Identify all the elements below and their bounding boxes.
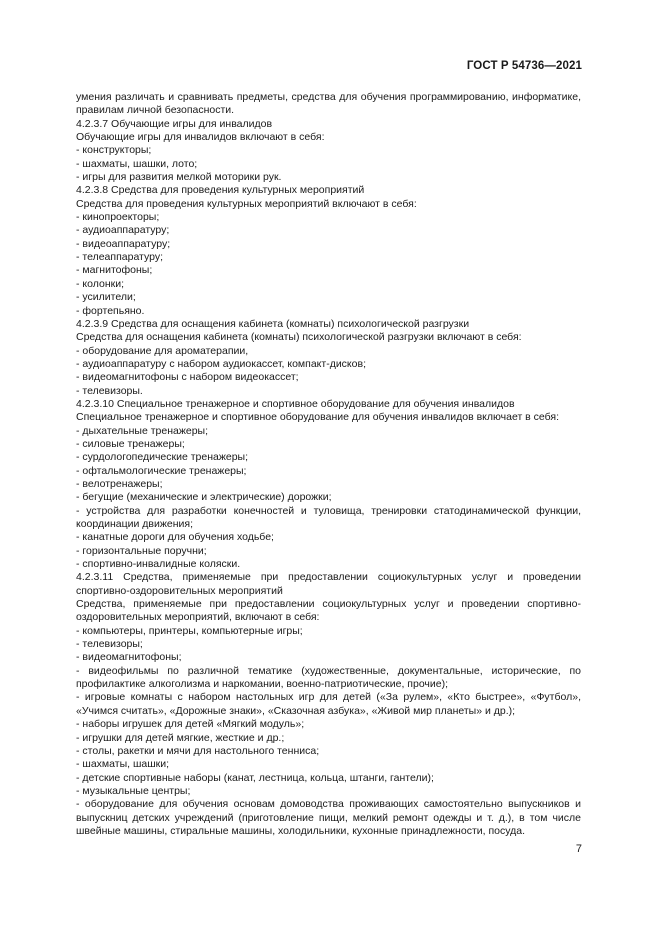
section-heading: 4.2.3.10 Специальное тренажерное и спортивное оборудование для обучения инвалидов	[76, 397, 515, 410]
list-item: - магнитофоны;	[76, 264, 153, 277]
section-intro-wrap: Средства, применяемые при предоставлении социокультурных услуг и проведении спортивно-оздоровительных мероприятий, включают в себя:	[76, 598, 581, 624]
list-item: - игры для развития мелкой моторики рук.	[76, 171, 282, 184]
list-item-wrap: - видеофильмы по различной тематике (художественные, документальные, исторические, по профилактике алкоголизма и наркомании, военно-патриотические, прочие);	[76, 664, 581, 691]
document-header: ГОСТ Р 54736—2021	[466, 60, 582, 72]
list-item: - столы, ракетки и мячи для настольного тенниса;	[76, 744, 320, 757]
list-item: - телевизоры;	[76, 638, 143, 651]
list-item: - игрушки для детей мягкие, жесткие и др.;	[76, 731, 285, 744]
list-item: - колонки;	[76, 277, 124, 290]
list-item: - канатные дороги для обучения ходьбе;	[76, 531, 274, 544]
list-item: - силовые тренажеры;	[76, 437, 185, 450]
list-item: - офтальмологические тренажеры;	[76, 464, 247, 477]
list-item: - дыхательные тренажеры;	[76, 424, 209, 437]
list-item: - шахматы, шашки;	[76, 758, 170, 771]
list-item: - детские спортивные наборы (канат, лестница, кольца, штанги, гантели);	[76, 771, 434, 784]
list-item-wrap: - игровые комнаты с набором настольных игр для детей («За рулем», «Кто быстрее», «Футбол», «Учимся считать», «Дорожные знаки», «Сказочная азбука», «Живой мир планеты» и др.);	[76, 691, 581, 717]
section-intro: Обучающие игры для инвалидов включают в себя:	[76, 131, 325, 144]
section-heading: 4.2.3.8 Средства для проведения культурных мероприятий	[76, 184, 365, 197]
list-item: - сурдологопедические тренажеры;	[76, 451, 249, 464]
page-number: 7	[575, 843, 582, 855]
section-heading: 4.2.3.7 Обучающие игры для инвалидов	[76, 117, 273, 130]
section-heading: 4.2.3.9 Средства для оснащения кабинета (комнаты) психологической разгрузки	[76, 317, 470, 330]
list-item-wrap: - оборудование для обучения основам домоводства проживающих самостоятельно выпускников и выпускниц детских учреждений (приготовление пищи, мелкий ремонт одежды и т. д.), в том числе швейные машины, стиральные машины, холодильники, кухонные принадлежности, посуда.	[76, 798, 581, 837]
list-item: - наборы игрушек для детей «Мягкий модуль»;	[76, 718, 305, 731]
section-intro: Средства для оснащения кабинета (комнаты) психологической разгрузки включают в себя:	[76, 331, 522, 344]
section-intro: Специальное тренажерное и спортивное оборудование для обучения инвалидов включает в себя:	[76, 411, 560, 424]
document-body	[76, 91, 581, 838]
list-item: - телеаппаратуру;	[76, 251, 164, 264]
section-intro: Средства для проведения культурных мероприятий включают в себя:	[76, 197, 417, 210]
list-item: - аудиоаппаратуру;	[76, 224, 170, 237]
list-item: - оборудование для ароматерапии,	[76, 344, 249, 357]
list-item: - видеомагнитофоны;	[76, 651, 182, 664]
paragraph: умения различать и сравнивать предметы, средства для обучения программированию, информатике, правилам личной безопасности.	[76, 91, 581, 117]
list-item: - бегущие (механические и электрические) дорожки;	[76, 491, 332, 504]
section-heading-wrap: 4.2.3.11 Средства, применяемые при предоставлении социокультурных услуг и проведении спортивно-оздоровительных мероприятий	[76, 571, 581, 597]
list-item: - компьютеры, принтеры, компьютерные игры;	[76, 624, 303, 637]
list-item: - горизонтальные поручни;	[76, 544, 207, 557]
list-item: - усилители;	[76, 291, 136, 304]
list-item: - велотренажеры;	[76, 477, 163, 490]
list-item: - аудиоаппаратуру с набором аудиокассет, компакт-дисков;	[76, 357, 366, 370]
list-item: - видеоаппаратуру;	[76, 237, 171, 250]
list-item: - шахматы, шашки, лото;	[76, 157, 198, 170]
list-item: - телевизоры.	[76, 384, 143, 397]
list-item: - спортивно-инвалидные коляски.	[76, 558, 241, 571]
list-item: - музыкальные центры;	[76, 784, 191, 797]
list-item: - фортепьяно.	[76, 304, 145, 317]
list-item-wrap: - устройства для разработки конечностей и туловища, тренировки статодинамической функции, координации движения;	[76, 504, 581, 530]
list-item: - видеомагнитофоны с набором видеокассет;	[76, 371, 299, 384]
list-item: - конструкторы;	[76, 144, 152, 157]
list-item: - кинопроекторы;	[76, 211, 160, 224]
